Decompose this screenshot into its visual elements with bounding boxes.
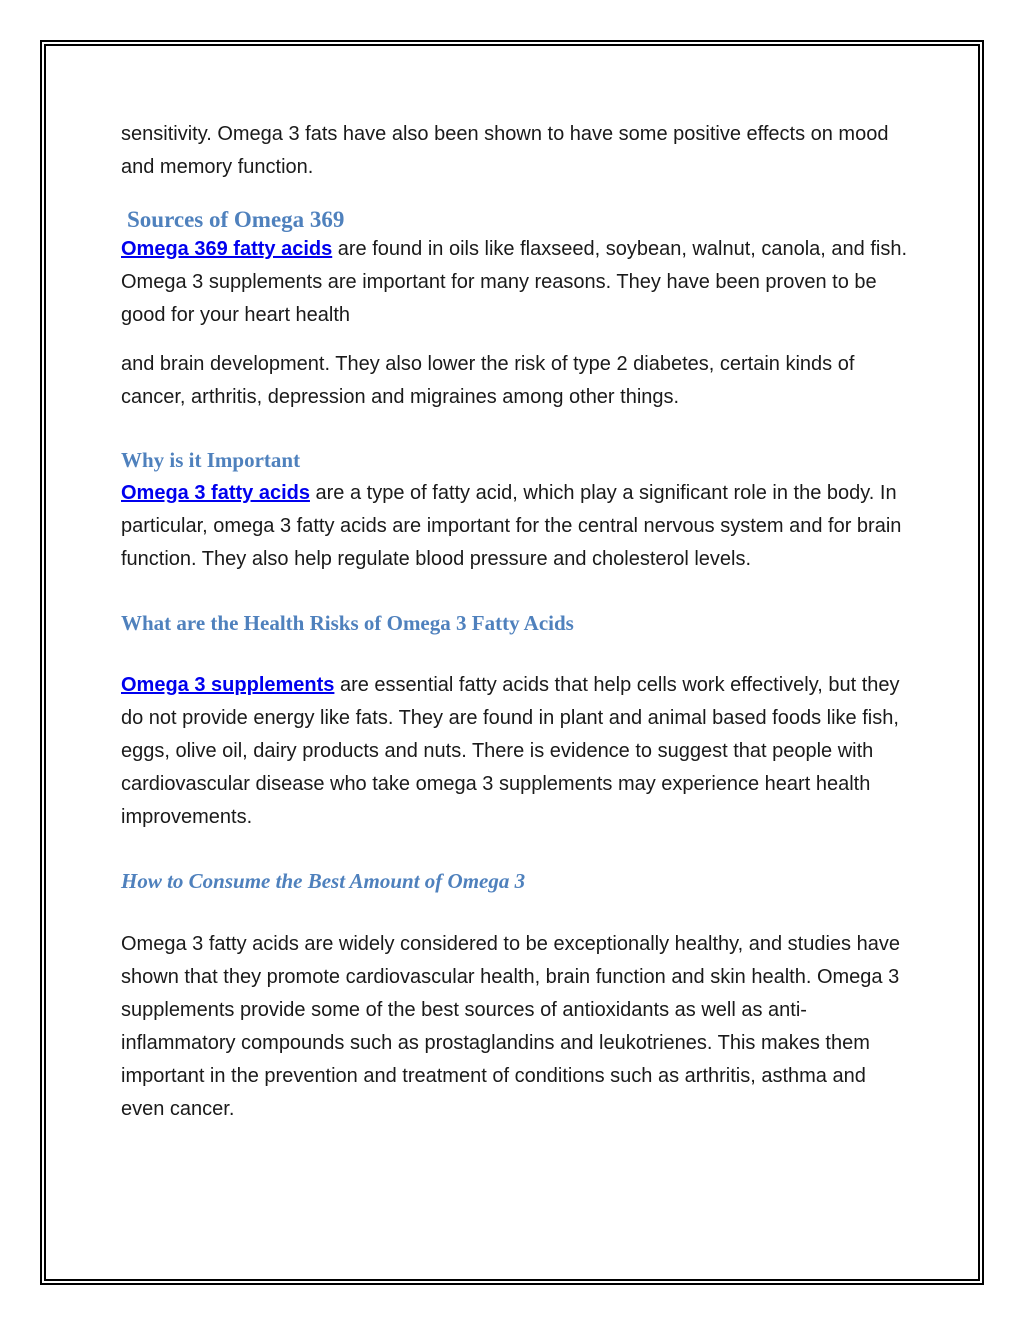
sources-paragraph-1 [121,233,911,332]
sources-heading: Sources of Omega 369 [127,207,345,232]
sources-paragraph-2: and brain development. They also lower the risk of type 2 diabetes, certain kinds of cancer, arthritis, depression and migraines among other things. [121,353,855,408]
intro-paragraph: sensitivity. Omega 3 fats have also been shown to have some positive effects on mood and memory function. [121,123,889,178]
importance-paragraph [121,477,911,576]
omega-3-supplements-link[interactable]: Omega 3 supplements [121,674,335,696]
risks-paragraph [121,669,911,834]
importance-paragraph-text: are a type of fatty acid, which play a significant role in the body. In particular, omega 3 fatty acids are important for the central nervous system and for brain function. They also help regulate blood pressure and cholesterol levels. [121,482,902,570]
omega-369-link[interactable]: Omega 369 fatty acids [121,238,333,260]
importance-heading: Why is it Important [121,448,301,472]
consume-paragraph: Omega 3 fatty acids are widely considered to be exceptionally healthy, and studies have shown that they promote cardiovascular health, brain function and skin health. Omega 3 supplements provide some of the best sources of antioxidants as well as anti-inflammatory compounds such as prostaglandins and leukotrienes. This makes them important in the prevention and treatment of conditions such as arthritis, asthma and even cancer. [121,933,900,1120]
risks-heading: What are the Health Risks of Omega 3 Fatty Acids [121,611,574,635]
document-body [121,118,911,1126]
risks-paragraph-text: are essential fatty acids that help cells work effectively, but they do not provide energy like fats. They are found in plant and animal based foods like fish, eggs, olive oil, dairy products and nuts. There is evidence to suggest that people with cardiovascular disease who take omega 3 supplements may experience heart health improvements. [121,674,900,828]
consume-heading: How to Consume the Best Amount of Omega 3 [121,869,526,893]
omega-3-fatty-acids-link[interactable]: Omega 3 fatty acids [121,482,310,504]
sources-paragraph-1-text: are found in oils like flaxseed, soybean, walnut, canola, and fish. Omega 3 supplements are important for many reasons. They have been proven to be good for your heart health [121,238,908,326]
